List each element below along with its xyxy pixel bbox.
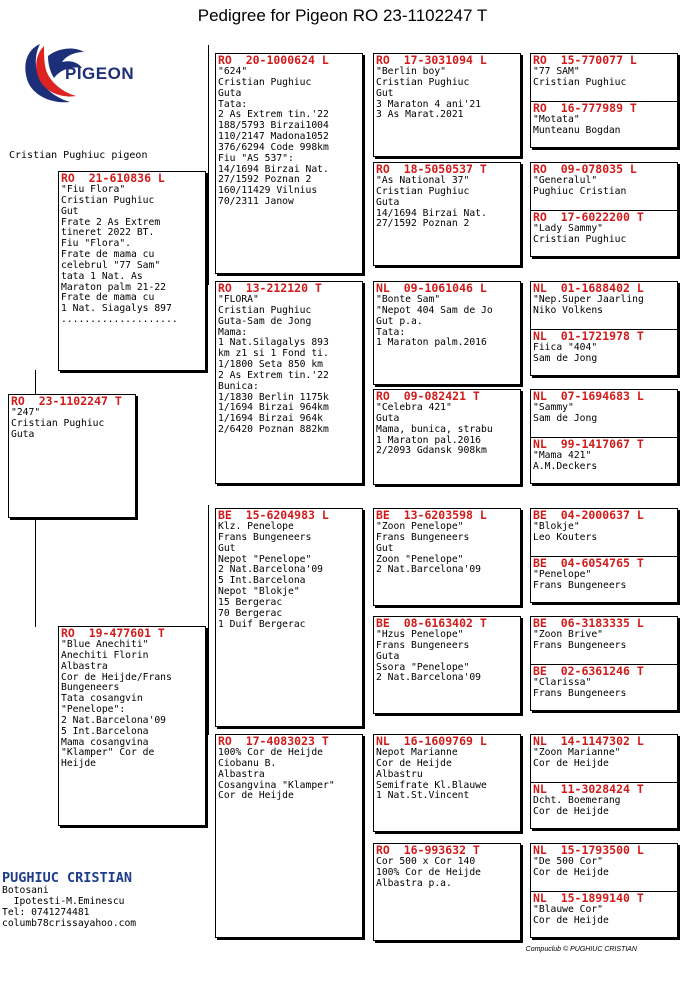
pigeon-card-pair-1 bbox=[530, 53, 678, 148]
pigeon-entry-g14: NL 11-3028424 T Dcht. Boemerang Cor de Heijde bbox=[531, 782, 677, 818]
pigeon-details: "Zoon Penelope" Frans Bungeneers Gut Zoon "Penelope" 2 Nat.Barcelona'09 bbox=[376, 521, 481, 576]
pigeon-entry-g4: RO 17-6022200 T "Lady Sammy" Cristian Pughiuc bbox=[531, 210, 677, 246]
ring-number: RO 17-3031094 L bbox=[376, 53, 487, 67]
footer-credit: Compuclub © PUGHIUC CRISTIAN bbox=[525, 946, 637, 953]
pigeon-card-pair-4 bbox=[530, 389, 678, 484]
pigeon-entry-g16: NL 15-1899140 T "Blauwe Cor" Cor de Heijde bbox=[531, 891, 677, 927]
pigeon-card-ss-sire bbox=[373, 53, 521, 157]
pigeon-details: "Bonte Sam" "Nepot 404 Sam de Jo Gut p.a. Tata: 1 Maraton palm.2016 bbox=[376, 294, 493, 349]
ring-number: RO 16-777989 T bbox=[533, 101, 637, 115]
pigeon-details: "As National 37" Cristian Pughiuc Guta 14/1694 Birzai Nat. 27/1592 Poznan 2 bbox=[376, 175, 487, 230]
pigeon-card-sire-sire bbox=[215, 53, 363, 274]
pigeon-card-pair-6 bbox=[530, 616, 678, 711]
pigeon-entry-g9: BE 04-2000637 L "Blokje" Leo Kouters bbox=[531, 509, 677, 544]
pigeon-details: 100% Cor de Heijde Ciobanu B. Albastra Cosangvina "Klamper" Cor de Heijde bbox=[218, 747, 335, 802]
pigeon-card-pair-3 bbox=[530, 281, 678, 376]
pigeon-details: "Fiu Flora" Cristian Pughiuc Gut Frate 2 As Extrem tineret 2022 BT. Fiu "Flora". Frate de mama cu celebrul "77 Sam" tata 1 Nat. As Maraton palm 21-22 Frate de mama cu 1 Nat. Siagalys 897 .................... bbox=[61, 184, 178, 326]
ring-number: NL 14-1147302 L bbox=[533, 734, 644, 748]
ring-number: BE 13-6203598 L bbox=[376, 508, 487, 522]
pigeon-card-dam-sire bbox=[215, 508, 363, 727]
pigeon-entry-g3: RO 09-078035 L "Generalul" Pughiuc Cristian bbox=[531, 163, 677, 198]
pigeon-details: Klz. Penelope Frans Bungeneers Gut Nepot "Penelope" 2 Nat.Barcelona'09 5 Int.Barcelona Nepot "Blokje" 15 Bergerac 70 Bergerac 1 Duif Bergerac bbox=[218, 521, 323, 630]
ring-number: NL 99-1417067 T bbox=[533, 437, 644, 451]
pigeon-entry-g13: NL 14-1147302 L "Zoon Marianne" Cor de Heijde bbox=[531, 735, 677, 770]
pigeon-details: "Berlin boy" Cristian Pughiuc Gut 3 Maraton 4 ani'21 3 As Marat.2021 bbox=[376, 66, 481, 121]
ring-number: RO 16-993632 T bbox=[376, 843, 480, 857]
pigeon-details: "624" Cristian Pughiuc Guta Tata: 2 As Extrem tin.'22 188/5793 Birzai1004 110/2147 Madona1052 376/6294 Code 998km Fiu "AS 537": 14/1694 Birzai Nat. 27/1592 Poznan 2 160/11429 Vilnius 70/2311 Janow bbox=[218, 66, 329, 208]
pigeon-details: "Hzus Penelope" Frans Bungeneers Guta Ssora "Penelope" 2 Nat.Barcelona'09 bbox=[376, 629, 481, 684]
breeder-phone: Tel: 0741274481 bbox=[2, 906, 90, 918]
pigeon-details: "Blue Anechiti" Anechiti Florin Albastra Cor de Heijde/Frans Bungeneers Tata cosangvin "Penelope": 2 Nat.Barcelona'09 5 Int.Barcelona Mama cosangvina "Klamper" Cor de Heijde bbox=[61, 639, 172, 770]
connector bbox=[35, 517, 36, 627]
ring-number: BE 06-3183335 L bbox=[533, 616, 644, 630]
ring-number: NL 16-1609769 L bbox=[376, 734, 487, 748]
page-title: Pedigree for Pigeon RO 23-1102247 T bbox=[197, 6, 488, 25]
logo-text: PIGEON bbox=[65, 64, 135, 83]
ring-number: BE 02-6361246 T bbox=[533, 664, 644, 678]
pigeon-card-main bbox=[8, 394, 136, 518]
ring-number: RO 15-770077 L bbox=[533, 53, 637, 67]
ring-number: BE 15-6204983 L bbox=[218, 508, 329, 522]
pigeon-card-ds-sire bbox=[373, 508, 521, 606]
pigeon-card-sd-dam bbox=[373, 389, 521, 485]
ring-number: NL 15-1899140 T bbox=[533, 891, 644, 905]
ring-number: RO 17-4083023 T bbox=[218, 734, 329, 748]
ring-number: RO 23-1102247 T bbox=[11, 394, 122, 408]
connector bbox=[208, 45, 209, 285]
ring-number: RO 13-212120 T bbox=[218, 281, 322, 295]
pigeon-entry-g1: RO 15-770077 L "77 SAM" Cristian Pughiuc bbox=[531, 54, 677, 89]
pigeon-card-dd-dam bbox=[373, 843, 521, 941]
pigeon-details: "247" Cristian Pughiuc Guta bbox=[11, 407, 105, 440]
ring-number: NL 15-1793500 L bbox=[533, 843, 644, 857]
ring-number: RO 19-477601 T bbox=[61, 626, 165, 640]
pigeon-card-pair-7 bbox=[530, 734, 678, 829]
pigeon-details: Cor 500 x Cor 140 100% Cor de Heijde Albastra p.a. bbox=[376, 856, 481, 889]
ring-number: NL 09-1061046 L bbox=[376, 281, 487, 295]
pigeon-entry-g2: RO 16-777989 T "Motata" Munteanu Bogdan bbox=[531, 101, 677, 137]
ring-number: RO 18-5050537 T bbox=[376, 162, 487, 176]
pigeon-card-pair-2 bbox=[530, 162, 678, 257]
pigeon-details: Nepot Marianne Cor de Heijde Albastru Semifrate Kl.Blauwe 1 Nat.St.Vincent bbox=[376, 747, 487, 802]
ring-number: BE 04-6054765 T bbox=[533, 556, 644, 570]
pigeon-entry-g5: NL 01-1688402 L "Nep.Super Jaarling Niko Volkens bbox=[531, 282, 677, 317]
ring-number: NL 07-1694683 L bbox=[533, 389, 644, 403]
pigeon-entry-g10: BE 04-6054765 T "Penelope" Frans Bungeneers bbox=[531, 556, 677, 592]
pigeon-details: "FLORA" Cristian Pughiuc Guta-Sam de Jong Mama: 1 Nat.Silagalys 893 km z1 si 1 Fond ti. 1/1800 Seta 850 km 2 As Extrem tin.'22 Bunica: 1/1830 Berlin 1175k 1/1694 Birzai 964km 1/1694 Birzai 964k 2/6420 Poznan 882km bbox=[218, 294, 329, 436]
pigeon-entry-g6: NL 01-1721978 T Fiica "404" Sam de Jong bbox=[531, 329, 677, 365]
breeder-info bbox=[0, 870, 136, 929]
breeder-city: Botosani bbox=[2, 885, 49, 896]
pigeon-entry-g7: NL 07-1694683 L "Sammy" Sam de Jong bbox=[531, 390, 677, 425]
connector bbox=[208, 505, 209, 735]
pigeon-card-ss-dam bbox=[373, 162, 521, 266]
ring-number: NL 11-3028424 T bbox=[533, 782, 644, 796]
ring-number: RO 20-1000624 L bbox=[218, 53, 329, 67]
pigeon-card-sire bbox=[58, 171, 206, 371]
connector bbox=[35, 370, 36, 395]
pigeon-card-sd-sire bbox=[373, 281, 521, 385]
pigeon-details: "Celebra 421" Guta Mama, bunica, strabu 1 Maraton pal.2016 2/2093 Gdansk 908km bbox=[376, 402, 493, 457]
ring-number: RO 17-6022200 T bbox=[533, 210, 644, 224]
owner-line: Cristian Pughiuc pigeon bbox=[9, 150, 148, 161]
pigeon-card-ds-dam bbox=[373, 616, 521, 714]
pigeon-card-pair-5 bbox=[530, 508, 678, 603]
ring-number: RO 21-610836 L bbox=[61, 171, 165, 185]
pigeon-entry-g11: BE 06-3183335 L "Zoon Brive" Frans Bungeneers bbox=[531, 617, 677, 652]
pigeon-card-pair-8 bbox=[530, 843, 678, 938]
ring-number: RO 09-082421 T bbox=[376, 389, 480, 403]
pigeon-card-dam bbox=[58, 626, 206, 826]
ring-number: BE 08-6163402 T bbox=[376, 616, 487, 630]
pigeon-card-dam-dam bbox=[215, 734, 363, 938]
pigeon-entry-g12: BE 02-6361246 T "Clarissa" Frans Bungeneers bbox=[531, 664, 677, 700]
pigeon-card-sire-dam bbox=[215, 281, 363, 484]
pigeon-entry-g15: NL 15-1793500 L "De 500 Cor" Cor de Heijde bbox=[531, 844, 677, 879]
ring-number: BE 04-2000637 L bbox=[533, 508, 644, 522]
ring-number: NL 01-1688402 L bbox=[533, 281, 644, 295]
pigeon-card-dd-sire bbox=[373, 734, 521, 832]
ring-number: RO 09-078035 L bbox=[533, 162, 637, 176]
ring-number: NL 01-1721978 T bbox=[533, 329, 644, 343]
pigeon-entry-g8: NL 99-1417067 T "Mama 421" A.M.Deckers bbox=[531, 437, 677, 473]
breeder-address: Ipotesti-M.Eminescu bbox=[2, 895, 125, 907]
breeder-email: columb78crissayahoo.com bbox=[2, 917, 137, 929]
breeder-name: PUGHIUC CRISTIAN bbox=[2, 870, 133, 886]
